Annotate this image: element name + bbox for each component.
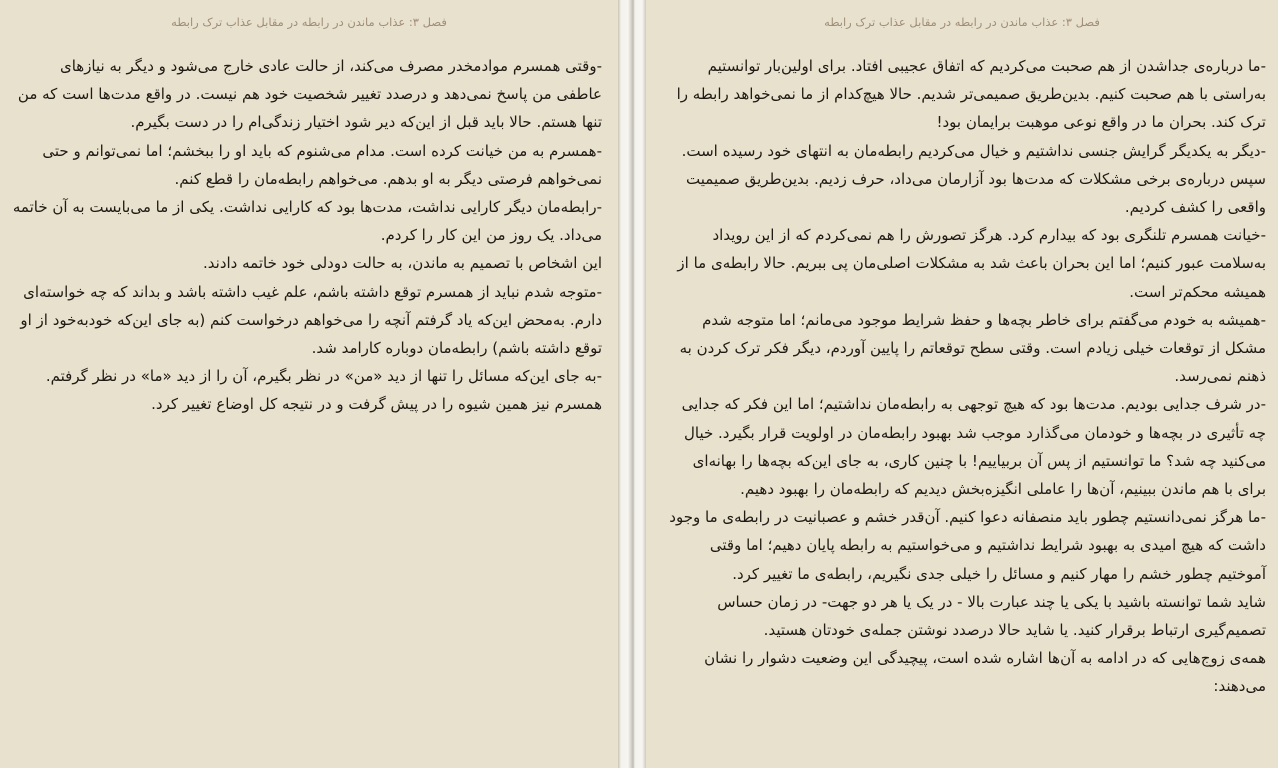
paragraph: -به جای این‌که مسائل را تنها از دید «من» در نظر بگیرم، آن را از دید «ما» در نظر گرفتم. همسرم نیز همین شیوه را در پیش گرفت و در نتیجه کل اوضاع تغییر کرد. xyxy=(45,367,602,414)
running-header: فصل ۳: عذاب ماندن در رابطه در مقابل عذاب ترک رابطه xyxy=(171,15,447,29)
paragraph: -همسرم به من خیانت کرده است. مدام می‌شنوم که باید او را ببخشم؛ اما نمی‌توانم و حتی نمی‌خواهم فرصتی دیگر به او بدهم. می‌خواهم رابطه‌مان را قطع کنم. xyxy=(42,141,602,188)
paragraph: -دیگر به یکدیگر گرایش جنسی نداشتیم و خیال می‌کردیم رابطه‌مان به انتهای خود رسیده است. سپس درباره‌ی برخی مشکلات که مدت‌ها بود آزارمان می‌داد، حرف زدیم. بدین‌طریق صمیمیت واقعی را کشف کردیم. xyxy=(681,141,1266,217)
paragraph: -وقتی همسرم موادمخدر مصرف می‌کند، از حالت عادی خارج می‌شود و دیگر به نیازهای عاطفی من پاسخ نمی‌دهد و درصدد تغییر شخصیت خود هم نیست. در واقع مدت‌ها است که من تنها هستم. حالا باید قبل از این‌که دیر شود اختیار زندگی‌ام را در دست بگیرم. xyxy=(17,57,602,132)
paragraph: -خیانت همسرم تلنگری بود که بیدارم کرد. هرگز تصورش را هم نمی‌کردم که از این رویداد به‌سلامت عبور کنیم؛ اما این بحران باعث شد به مشکلات اصلی‌مان پی ببریم. حالا رابطه‌ی ما از همیشه محکم‌تر است. xyxy=(677,226,1266,301)
paragraph: -ما درباره‌ی جداشدن از هم صحبت می‌کردیم که اتفاق عجیبی افتاد. برای اولین‌بار توانستیم به‌راستی با هم صحبت کنیم. بدین‌طریق صمیمی‌تر شدیم. حالا هیچ‌کدام از ما نمی‌خواهد رابطه را ترک کند. بحران ما در واقع نوعی موهبت برایمان بود! xyxy=(676,57,1266,132)
right-page xyxy=(646,0,1278,768)
paragraph: شاید شما توانسته باشید با یکی یا چند عبارت بالا - در یک یا هر دو جهت- در زمان حساس تصمیم‌گیری ارتباط برقرار کنید. یا شاید حالا درصدد نوشتن جمله‌ی خودتان هستید. xyxy=(717,592,1266,640)
page-body xyxy=(12,52,602,419)
paragraph: همه‌ی زوج‌هایی که در ادامه به آن‌ها اشاره شده است، پیچیدگی این وضعیت دشوار را نشان می‌دهند: xyxy=(704,649,1266,696)
paragraph: -ما هرگز نمی‌دانستیم چطور باید منصفانه دعوا کنیم. آن‌قدر خشم و عصبانیت در رابطه‌ی ما وجود داشت که هیچ امیدی به بهبود شرایط نداشتیم و می‌خواستیم به رابطه پایان دهیم؛ اما وقتی آموختیم چطور خشم را مهار کنیم و مسائل را خیلی جدی نگیریم، رابطه‌ی ما تغییر کرد. xyxy=(669,508,1266,583)
running-header: فصل ۳: عذاب ماندن در رابطه در مقابل عذاب ترک رابطه xyxy=(824,15,1100,29)
paragraph: این اشخاص با تصمیم به ماندن، به حالت دودلی خود خاتمه دادند. xyxy=(203,254,602,273)
page-body xyxy=(662,52,1266,701)
book-spine xyxy=(618,0,646,768)
paragraph: -متوجه شدم نباید از همسرم توقع داشته باشم، علم غیب داشته باشد و بداند که چه خواسته‌ای دارم. به‌محض این‌که یاد گرفتم آنچه را می‌خواهم درخواست کنم (به جای این‌که خودبه‌خود از او توقع داشته باشم) رابطه‌مان دوباره کارامد شد. xyxy=(20,282,602,358)
paragraph: -رابطه‌مان دیگر کارایی نداشت، مدت‌ها بود که کارایی نداشت. یکی از ما می‌بایست به آن خاتمه می‌داد. یک روز من این کار را کردم. xyxy=(12,198,602,245)
left-page xyxy=(0,0,618,768)
paragraph: -همیشه به خودم می‌گفتم برای خاطر بچه‌ها و حفظ شرایط موجود می‌مانم؛ اما متوجه شدم مشکل از توقعات خیلی زیادم است. وقتی سطح توقعاتم را پایین آوردم، دیگر فکر ترک کردن به ذهنم نمی‌رسد. xyxy=(679,310,1266,386)
paragraph: -در شرف جدایی بودیم. مدت‌ها بود که هیچ توجهی به رابطه‌مان نداشتیم؛ اما این فکر که جدایی چه تأثیری در بچه‌ها و خودمان می‌گذارد موجب شد بهبود رابطه‌مان در اولویت قرار بگیرد. خیال می‌کنید چه شد؟ ما توانستیم از پس آن بربیاییم! با چنین کاری، به جای این‌که بچه‌ها را بهانه‌ای برای با هم ماندن ببینیم، آن‌ها را عاملی انگیزه‌بخش دیدیم که رابطه‌مان را بهبود دهیم. xyxy=(681,395,1266,499)
